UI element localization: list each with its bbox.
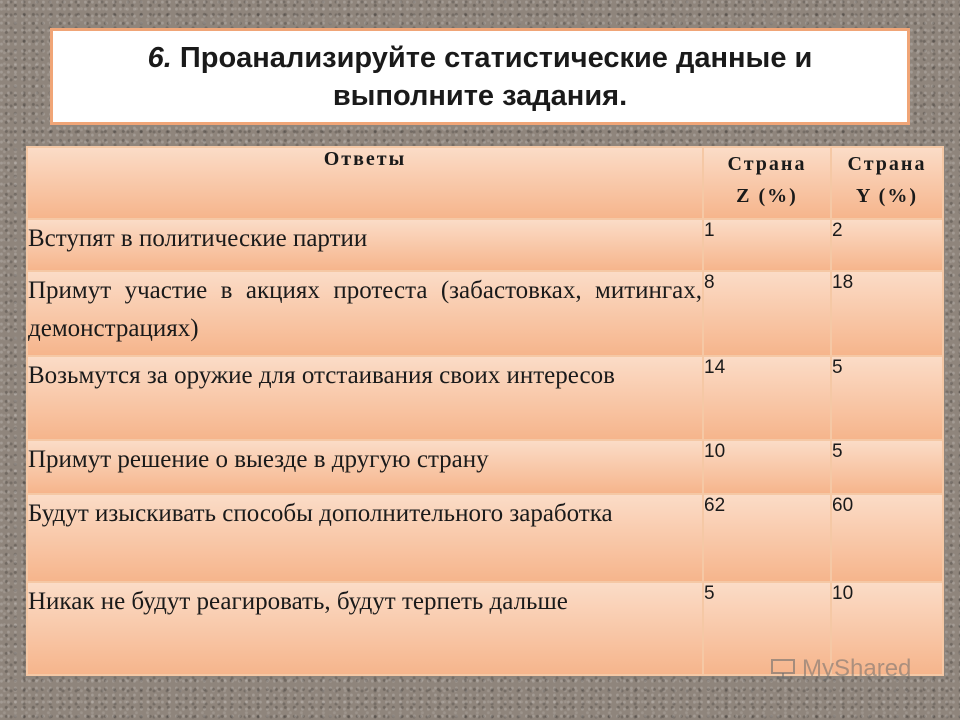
country-y-value: 5 xyxy=(831,356,943,440)
answer-cell: Примут решение о выезде в другую страну xyxy=(27,440,703,494)
country-z-value: 5 xyxy=(703,582,831,675)
answer-cell: Никак не будут реагировать, будут терпеть дальше xyxy=(27,582,703,675)
watermark-text: MyShared xyxy=(802,655,912,682)
answer-cell: Возьмутся за оружие для отстаивания своих интересов xyxy=(27,356,703,440)
table-row xyxy=(27,440,943,494)
watermark xyxy=(770,655,911,683)
header-country-y-line1: Страна xyxy=(847,153,927,175)
presentation-screen-icon xyxy=(770,658,796,680)
header-country-y-line2: Y (%) xyxy=(855,185,919,207)
country-z-value: 1 xyxy=(703,219,831,271)
header-answers: Ответы xyxy=(27,147,703,219)
header-country-z-line2: Z (%) xyxy=(736,185,798,207)
table-row xyxy=(27,271,943,356)
table-row xyxy=(27,494,943,582)
title-line-2: выполните задания. xyxy=(332,79,628,112)
country-z-value: 8 xyxy=(703,271,831,356)
statistics-table xyxy=(26,146,944,676)
title-line-1: Проанализируйте статистические данные и xyxy=(179,41,813,74)
header-country-y xyxy=(831,147,943,219)
answer-cell: Примут участие в акциях протеста (забастовках, митингах, демонстрациях) xyxy=(27,271,703,356)
country-y-value: 2 xyxy=(831,219,943,271)
answer-cell: Будут изыскивать способы дополнительного заработка xyxy=(27,494,703,582)
header-country-z-line1: Страна xyxy=(727,153,807,175)
country-z-value: 62 xyxy=(703,494,831,582)
table-row xyxy=(27,356,943,440)
country-z-value: 10 xyxy=(703,440,831,494)
page-title xyxy=(148,39,813,115)
answer-cell: Вступят в политические партии xyxy=(27,219,703,271)
task-number: 6. xyxy=(147,41,172,74)
country-y-value: 5 xyxy=(831,440,943,494)
header-row xyxy=(27,147,943,219)
country-y-value: 60 xyxy=(831,494,943,582)
country-z-value: 14 xyxy=(703,356,831,440)
title-box xyxy=(50,28,910,125)
country-y-value: 18 xyxy=(831,271,943,356)
country-y-value: 10 xyxy=(831,582,943,675)
header-country-z xyxy=(703,147,831,219)
table-row xyxy=(27,219,943,271)
